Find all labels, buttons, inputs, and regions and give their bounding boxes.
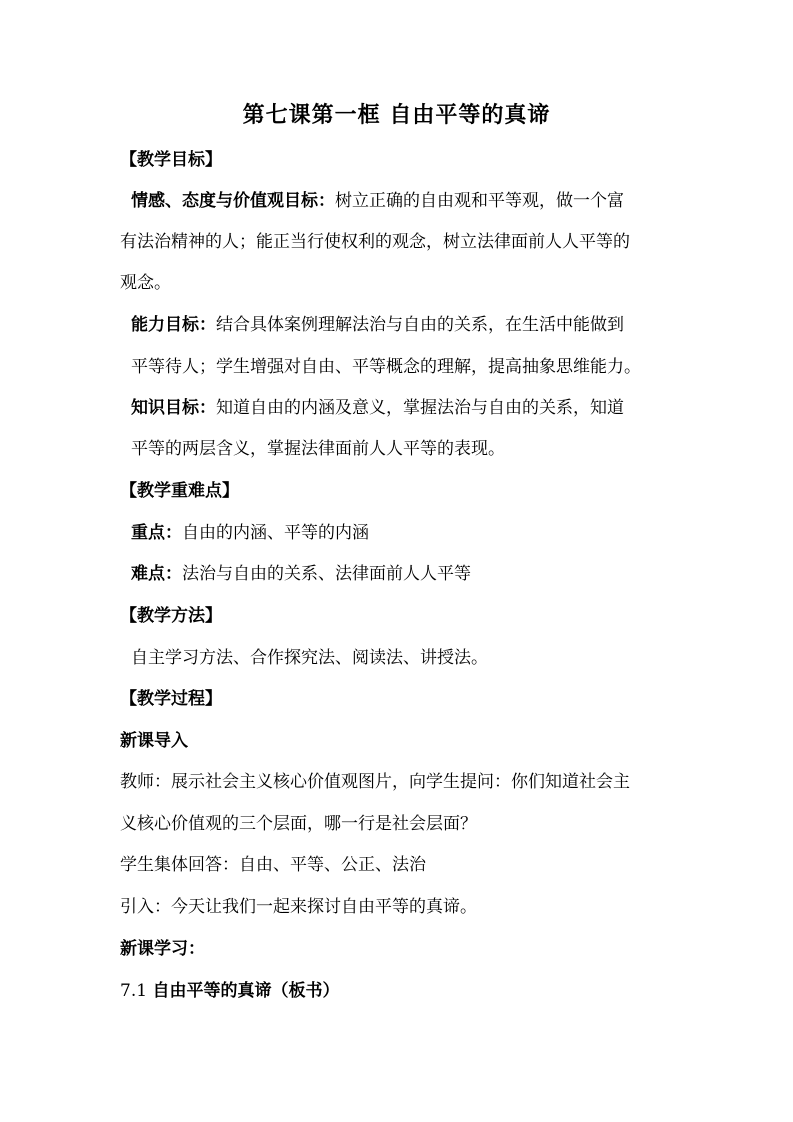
ability-goal-text: 结合具体案例理解法治与自由的关系，在生活中能做到 [216,315,624,335]
knowledge-goal-line-1 [131,397,624,419]
emotion-goal-label: 情感、态度与价值观目标： [131,191,335,211]
knowledge-goal-text: 知道自由的内涵及意义，掌握法治与自由的关系，知道 [216,398,624,418]
new-lesson-heading: 新课学习： [120,939,205,959]
focus-label: 重点： [131,523,182,543]
methods-text: 自主学习方法、合作探究法、阅读法、讲授法。 [131,648,488,668]
emotion-goal-line-2: 有法治精神的人；能正当行使权利的观念，树立法律面前人人平等的 [120,232,630,252]
process-heading: 【教学过程】 [120,689,222,709]
ability-goal-line-1 [131,314,624,336]
focus-text: 自由的内涵、平等的内涵 [182,523,369,543]
ability-goal-label: 能力目标： [131,315,216,335]
difficulty-text: 法治与自由的关系、法律面前人人平等 [182,564,471,584]
knowledge-goal-line-2: 平等的两层含义，掌握法律面前人人平等的表现。 [131,439,505,459]
section-number: 7.1 [120,981,148,1001]
section-line [120,980,339,1002]
teacher-line-1: 教师：展示社会主义核心价值观图片，向学生提问：你们知道社会主 [120,772,630,792]
teacher-line-2: 义核心价值观的三个层面，哪一行是社会层面？ [120,814,477,834]
lesson-title: 第七课第一框 自由平等的真谛 [242,102,551,128]
focus-line [131,522,369,544]
key-points-heading: 【教学重难点】 [120,481,239,501]
teaching-goals-heading: 【教学目标】 [120,150,222,170]
intro-heading: 新课导入 [120,731,188,751]
ability-goal-line-2: 平等待人；学生增强对自由、平等概念的理解，提高抽象思维能力。 [131,357,641,377]
knowledge-goal-label: 知识目标： [131,398,216,418]
difficulty-label: 难点： [131,564,182,584]
emotion-goal-text: 树立正确的自由观和平等观，做一个富 [335,191,624,211]
emotion-goal-line-1 [131,190,624,212]
difficulty-line [131,563,471,585]
lead-in: 引入：今天让我们一起来探讨自由平等的真谛。 [120,897,477,917]
emotion-goal-line-3: 观念。 [120,273,171,293]
methods-heading: 【教学方法】 [120,606,222,626]
student-answer: 学生集体回答：自由、平等、公正、法治 [120,855,426,875]
section-title: 自由平等的真谛（板书） [152,981,340,1001]
